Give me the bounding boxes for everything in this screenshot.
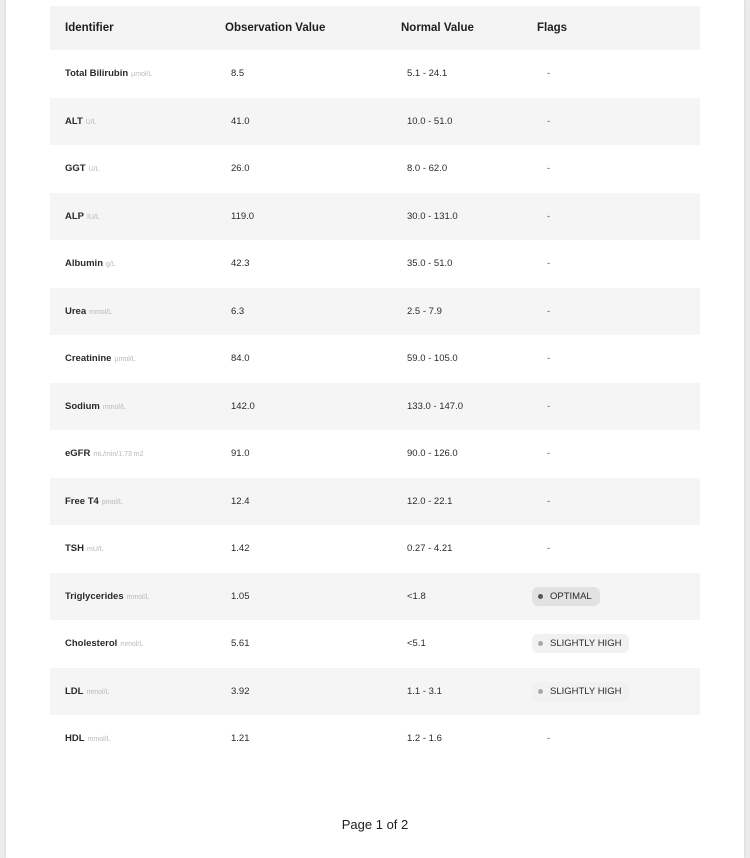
status-dot-icon: [538, 594, 543, 599]
test-unit: mmol/L: [87, 736, 111, 744]
observation-value: 26.0: [231, 163, 250, 175]
flag-text: -: [547, 733, 551, 745]
test-name: Albumin: [65, 258, 103, 270]
flag-cell: [532, 116, 700, 127]
observation-value: 3.92: [231, 685, 250, 697]
observation-value: 142.0: [231, 400, 255, 412]
test-unit: mU/L: [87, 546, 104, 554]
flag-cell: [532, 211, 700, 222]
observation-value: 1.21: [231, 733, 250, 745]
header-observation-value: Observation Value: [225, 22, 326, 34]
identifier-cell: [50, 68, 216, 79]
test-unit: IU/L: [87, 213, 100, 221]
table-row: [50, 715, 700, 763]
flag-cell: [532, 733, 700, 744]
test-unit: pmol/L: [101, 498, 123, 506]
test-unit: mmol/L: [89, 308, 113, 316]
normal-value: 8.0 - 62.0: [407, 163, 448, 175]
test-name: ALP: [65, 210, 84, 222]
flag-cell: [532, 163, 700, 174]
table-row: [50, 383, 700, 431]
observation-value: 41.0: [231, 115, 250, 127]
flag-text: -: [547, 210, 551, 222]
normal-value: 2.5 - 7.9: [407, 305, 442, 317]
observation-value: 42.3: [231, 258, 250, 270]
flag-text: -: [547, 495, 551, 507]
test-name: eGFR: [65, 448, 91, 460]
normal-value: 59.0 - 105.0: [407, 353, 458, 365]
normal-value: 0.27 - 4.21: [407, 543, 453, 555]
test-unit: µmol/L: [114, 356, 136, 364]
status-badge: [532, 682, 629, 701]
table-row: [50, 573, 700, 621]
table-row: [50, 193, 700, 241]
flag-cell: [532, 68, 700, 79]
observation-value: 1.42: [231, 543, 250, 555]
table-row: [50, 525, 700, 573]
observation-value: 119.0: [231, 210, 255, 222]
table-row: [50, 668, 700, 716]
flag-text: SLIGHTLY HIGH: [550, 685, 622, 697]
flag-text: -: [547, 258, 551, 270]
identifier-cell: [50, 116, 216, 127]
status-dot-icon: [538, 689, 543, 694]
table-row: [50, 620, 700, 668]
normal-value: 1.2 - 1.6: [407, 733, 442, 745]
table-row: [50, 50, 700, 98]
identifier-cell: [50, 163, 216, 174]
table-body: [50, 50, 700, 763]
test-unit: mL/min/1.73 m2: [93, 451, 144, 459]
flag-cell: [532, 634, 700, 653]
flag-text: -: [547, 448, 551, 460]
page-number: Page 1 of 2: [341, 817, 409, 832]
flag-text: -: [547, 353, 551, 365]
observation-value: 5.61: [231, 638, 250, 650]
test-unit: mmol/L: [120, 641, 144, 649]
test-name: Sodium: [65, 400, 100, 412]
test-name: Total Bilirubin: [65, 68, 129, 80]
normal-value: <5.1: [407, 638, 426, 650]
test-name: Creatinine: [65, 353, 112, 365]
flag-text: -: [547, 115, 551, 127]
status-badge: [532, 587, 600, 606]
flag-cell: [532, 448, 700, 459]
table-header-row: [50, 6, 700, 50]
flag-cell: [532, 258, 700, 269]
table-row: [50, 240, 700, 288]
identifier-cell: [50, 401, 216, 412]
test-name: GGT: [65, 163, 86, 175]
test-name: ALT: [65, 115, 83, 127]
test-unit: U/L: [85, 118, 97, 126]
test-unit: mmol/L: [102, 403, 126, 411]
table-row: [50, 98, 700, 146]
flag-cell: [532, 401, 700, 412]
flag-cell: [532, 682, 700, 701]
flag-text: -: [547, 305, 551, 317]
flag-cell: [532, 353, 700, 364]
test-name: Triglycerides: [65, 590, 124, 602]
test-name: Cholesterol: [65, 638, 118, 650]
flag-cell: [532, 306, 700, 317]
test-name: Urea: [65, 305, 87, 317]
test-name: HDL: [65, 733, 85, 745]
identifier-cell: [50, 638, 216, 649]
identifier-cell: [50, 543, 216, 554]
header-normal-value: Normal Value: [401, 22, 474, 34]
flag-text: -: [547, 400, 551, 412]
identifier-cell: [50, 448, 216, 459]
status-dot-icon: [538, 641, 543, 646]
flag-cell: [532, 587, 700, 606]
normal-value: 30.0 - 131.0: [407, 210, 458, 222]
normal-value: <1.8: [407, 590, 426, 602]
test-unit: mmol/L: [86, 688, 110, 696]
normal-value: 1.1 - 3.1: [407, 685, 442, 697]
test-unit: g/L: [106, 261, 116, 269]
flag-text: -: [547, 163, 551, 175]
observation-value: 91.0: [231, 448, 250, 460]
table-row: [50, 288, 700, 336]
table-row: [50, 335, 700, 383]
identifier-cell: [50, 733, 216, 744]
observation-value: 84.0: [231, 353, 250, 365]
flag-text: -: [547, 543, 551, 555]
normal-value: 90.0 - 126.0: [407, 448, 458, 460]
test-name: TSH: [65, 543, 84, 555]
normal-value: 10.0 - 51.0: [407, 115, 453, 127]
header-identifier: Identifier: [65, 22, 114, 34]
normal-value: 133.0 - 147.0: [407, 400, 463, 412]
test-name: LDL: [65, 685, 84, 697]
observation-value: 12.4: [231, 495, 250, 507]
test-name: Free T4: [65, 495, 99, 507]
header-flags: Flags: [537, 22, 568, 34]
flag-text: SLIGHTLY HIGH: [550, 638, 622, 650]
test-unit: mmol/L: [126, 593, 150, 601]
identifier-cell: [50, 353, 216, 364]
identifier-cell: [50, 258, 216, 269]
status-badge: [532, 634, 629, 653]
lab-results-table: [50, 6, 700, 763]
flag-text: -: [547, 68, 551, 80]
flag-cell: [532, 543, 700, 554]
normal-value: 12.0 - 22.1: [407, 495, 453, 507]
observation-value: 8.5: [231, 68, 245, 80]
flag-cell: [532, 496, 700, 507]
test-unit: U/L: [88, 166, 100, 174]
normal-value: 35.0 - 51.0: [407, 258, 453, 270]
identifier-cell: [50, 496, 216, 507]
observation-value: 1.05: [231, 590, 250, 602]
flag-text: OPTIMAL: [550, 590, 592, 602]
identifier-cell: [50, 591, 216, 602]
document-page: [6, 0, 744, 858]
identifier-cell: [50, 686, 216, 697]
observation-value: 6.3: [231, 305, 245, 317]
normal-value: 5.1 - 24.1: [407, 68, 448, 80]
identifier-cell: [50, 306, 216, 317]
test-unit: µmol/L: [131, 71, 153, 79]
identifier-cell: [50, 211, 216, 222]
table-row: [50, 145, 700, 193]
table-row: [50, 430, 700, 478]
table-row: [50, 478, 700, 526]
